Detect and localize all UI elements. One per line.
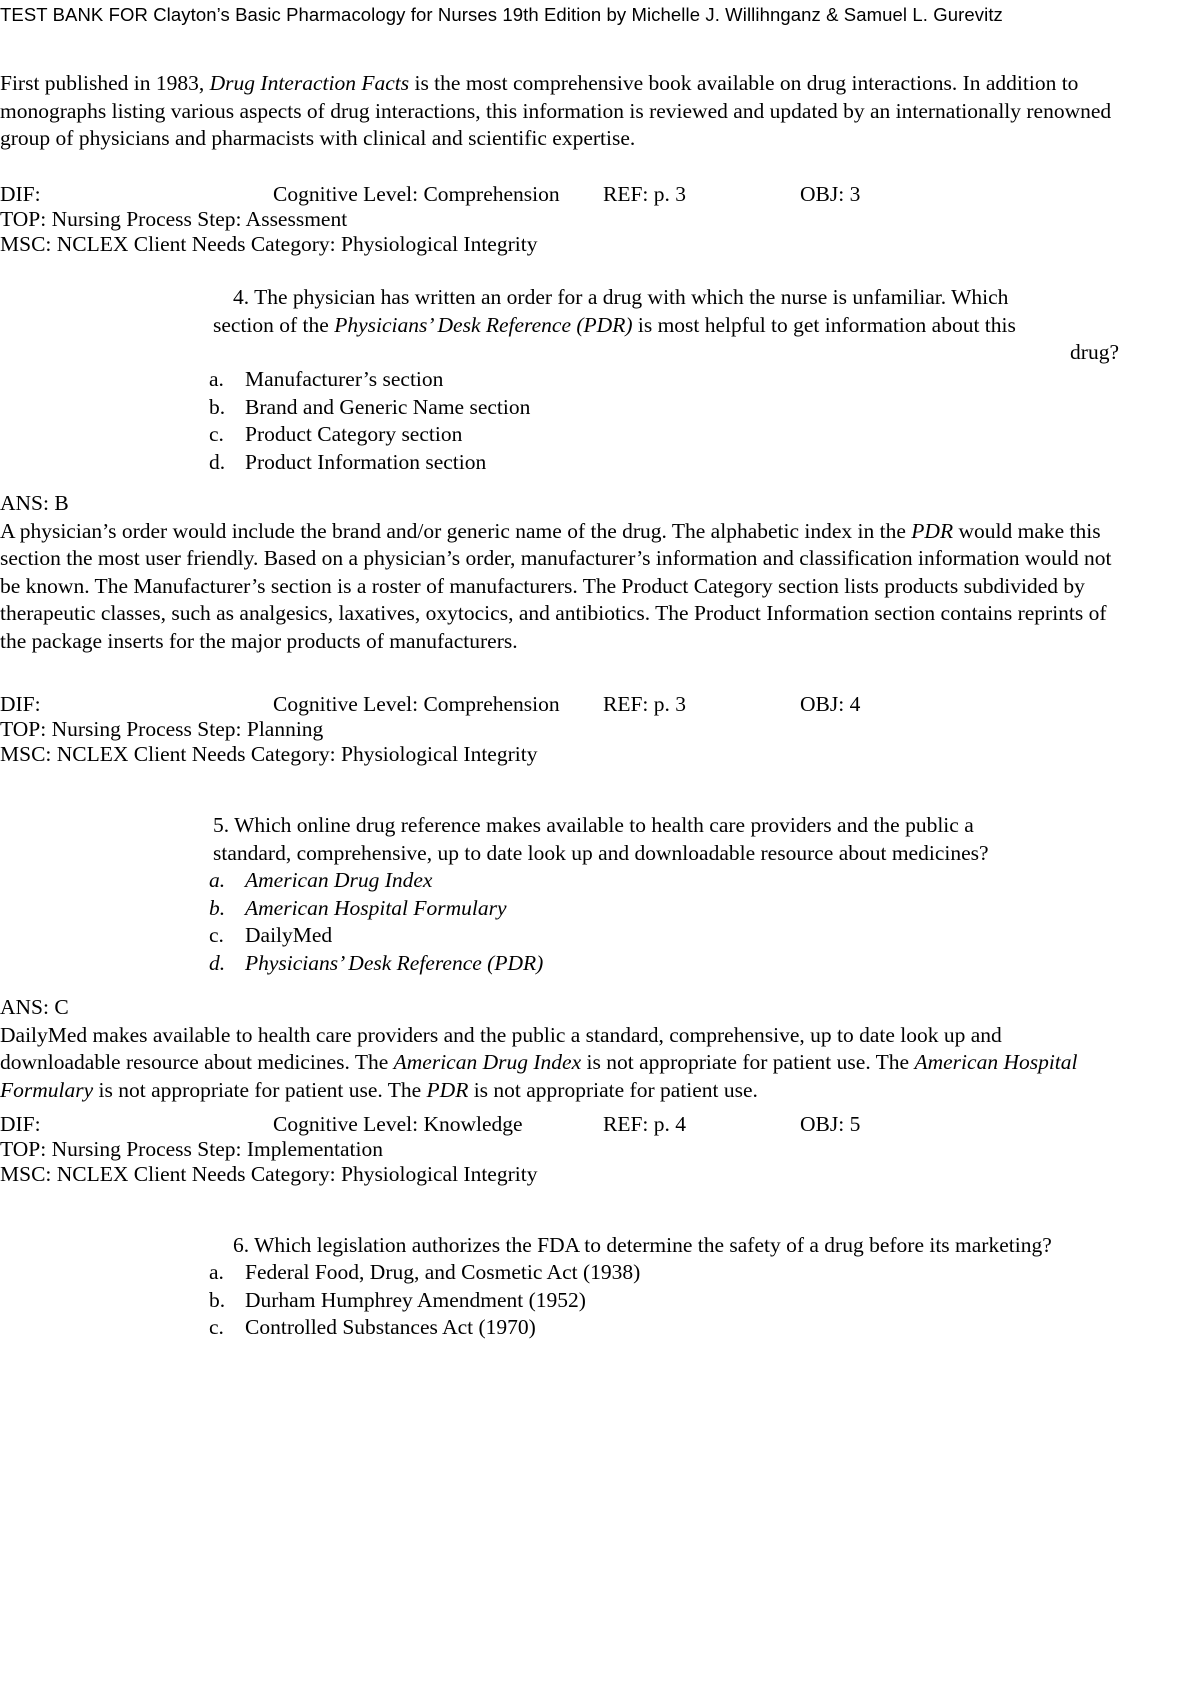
page-header: TEST BANK FOR Clayton’s Basic Pharmacology for Nurses 19th Edition by Michelle J. Willihnganz & Samuel L. Gurevitz xyxy=(0,4,1003,25)
objective: OBJ: 4 xyxy=(800,692,861,716)
option-letter: a. xyxy=(209,868,226,892)
cognitive-level: Cognitive Level: Comprehension xyxy=(273,182,560,206)
topic-line xyxy=(0,207,1120,232)
option-text: Physicians’ Desk Reference (PDR) xyxy=(245,950,544,975)
option-text: Product Category section xyxy=(245,422,463,446)
option-letter: b. xyxy=(209,1287,226,1312)
option-text: Controlled Substances Act (1970) xyxy=(245,1315,536,1339)
option-letter: b. xyxy=(209,895,226,920)
msc-text: MSC: NCLEX Client Needs Category: Physiological Integrity xyxy=(0,232,538,256)
objective: OBJ: 5 xyxy=(800,1112,861,1136)
rationale-text: is not appropriate for patient use. The xyxy=(581,1050,915,1074)
option-text: Product Information section xyxy=(245,449,487,474)
topic-text: TOP: Nursing Process Step: Implementation xyxy=(0,1137,383,1161)
rationale-adi: American Drug Index xyxy=(393,1050,582,1074)
intro-book-title: Drug Interaction Facts xyxy=(209,71,410,95)
rationale-text: A physician’s order would include the brand and/or generic name of the drug. The alphabetic index in the xyxy=(0,518,912,543)
cognitive-level: Cognitive Level: Comprehension xyxy=(273,692,560,716)
option-text: Durham Humphrey Amendment (1952) xyxy=(245,1287,586,1312)
msc-line xyxy=(0,232,1120,257)
rationale xyxy=(0,1022,1120,1105)
meta-block-3 xyxy=(0,1112,1120,1187)
meta-block-1 xyxy=(0,182,1120,257)
question-4-answer xyxy=(0,490,1120,655)
rationale xyxy=(0,518,1120,656)
question-5-answer xyxy=(0,994,1120,1104)
ref-page: REF: p. 3 xyxy=(603,182,687,206)
rationale-pdr: PDR xyxy=(426,1077,469,1102)
option-letter: a. xyxy=(209,367,224,391)
msc-line xyxy=(0,742,1120,767)
meta-block-2 xyxy=(0,692,1120,767)
meta-row xyxy=(0,692,1120,717)
rationale-text: is not appropriate for patient use. The xyxy=(93,1077,427,1102)
q4-stem-text: is most helpful to get information about this xyxy=(632,312,1016,337)
option-letter: d. xyxy=(209,950,226,975)
option-text: DailyMed xyxy=(245,923,333,947)
question-4-stem xyxy=(205,284,1119,367)
topic-line xyxy=(0,717,1120,742)
intro-paragraph xyxy=(0,70,1120,153)
msc-text: MSC: NCLEX Client Needs Category: Physiological Integrity xyxy=(0,742,538,766)
ref-page: REF: p. 3 xyxy=(603,692,687,716)
q4-stem-line-2 xyxy=(205,312,1119,340)
option-letter: c. xyxy=(209,923,224,947)
option-text: Brand and Generic Name section xyxy=(245,394,531,419)
dif-label: DIF: xyxy=(0,1112,41,1136)
option-letter: c. xyxy=(209,1315,224,1339)
topic-text: TOP: Nursing Process Step: Assessment xyxy=(0,207,348,231)
q4-stem-line-1: 4. The physician has written an order for a drug with which the nurse is unfamiliar. Which xyxy=(233,285,1009,309)
rationale-text: DailyMed makes available to health care providers and the public a standard, comprehensive, up to date look up and downloadable resource about medicines. The xyxy=(0,1022,1002,1074)
intro-text-2: is the most comprehensive book available on drug interactions. In addition to monographs listing various aspects of drug interactions, this information is reviewed and updated by an internationally renowned group of physicians and pharmacists with clinical and scientific expertise. xyxy=(0,71,1112,150)
answer-key: ANS: B xyxy=(0,491,69,515)
answer-key: ANS: C xyxy=(0,995,69,1019)
q4-stem-line-3: drug? xyxy=(1070,340,1119,364)
q5-stem-line-2: standard, comprehensive, up to date look up and downloadable resource about medicines? xyxy=(213,840,989,865)
option-letter: c. xyxy=(209,422,224,446)
rationale-pdr: PDR xyxy=(911,518,954,543)
option-text: American Drug Index xyxy=(245,868,433,892)
ref-page: REF: p. 4 xyxy=(603,1112,687,1136)
rationale-ahf: American Hospital Formulary xyxy=(0,1050,1078,1102)
intro-text-1: First published in 1983, xyxy=(0,71,210,95)
dif-label: DIF: xyxy=(0,692,41,716)
rationale-text: is not appropriate for patient use. xyxy=(468,1077,758,1102)
question-4-stem xyxy=(213,812,1119,867)
meta-row xyxy=(0,1112,1120,1137)
cognitive-level: Cognitive Level: Knowledge xyxy=(273,1112,523,1136)
question-6-stem: 6. Which legislation authorizes the FDA to determine the safety of a drug before its marketing? xyxy=(233,1233,1052,1257)
option-text: Manufacturer’s section xyxy=(245,367,444,391)
objective: OBJ: 3 xyxy=(800,182,861,206)
dif-label: DIF: xyxy=(0,182,41,206)
rationale-text: would make this section the most user friendly. Based on a physician’s order, manufacturer’s information and classification information would not be known. The Manufacturer’s section is a roster of manufacturers. The Product Category section lists products subdivided by therapeutic classes, such as analgesics, laxatives, oxytocics, and antibiotics. The Product Information section contains reprints of the package inserts for the major products of manufacturers. xyxy=(0,518,1112,653)
option-text: American Hospital Formulary xyxy=(245,895,507,920)
q4-stem-text: section of the xyxy=(213,312,335,337)
topic-text: TOP: Nursing Process Step: Planning xyxy=(0,717,324,741)
msc-text: MSC: NCLEX Client Needs Category: Physiological Integrity xyxy=(0,1162,538,1186)
topic-line xyxy=(0,1137,1120,1162)
option-letter: a. xyxy=(209,1260,224,1284)
option-text: Federal Food, Drug, and Cosmetic Act (1938) xyxy=(245,1260,641,1284)
meta-row xyxy=(0,182,1120,207)
q4-pdr-title: Physicians’ Desk Reference (PDR) xyxy=(334,312,633,337)
msc-line xyxy=(0,1162,1120,1187)
option-letter: b. xyxy=(209,394,226,419)
q5-stem-line-1: 5. Which online drug reference makes available to health care providers and the public a xyxy=(213,813,974,837)
option-letter: d. xyxy=(209,449,226,474)
